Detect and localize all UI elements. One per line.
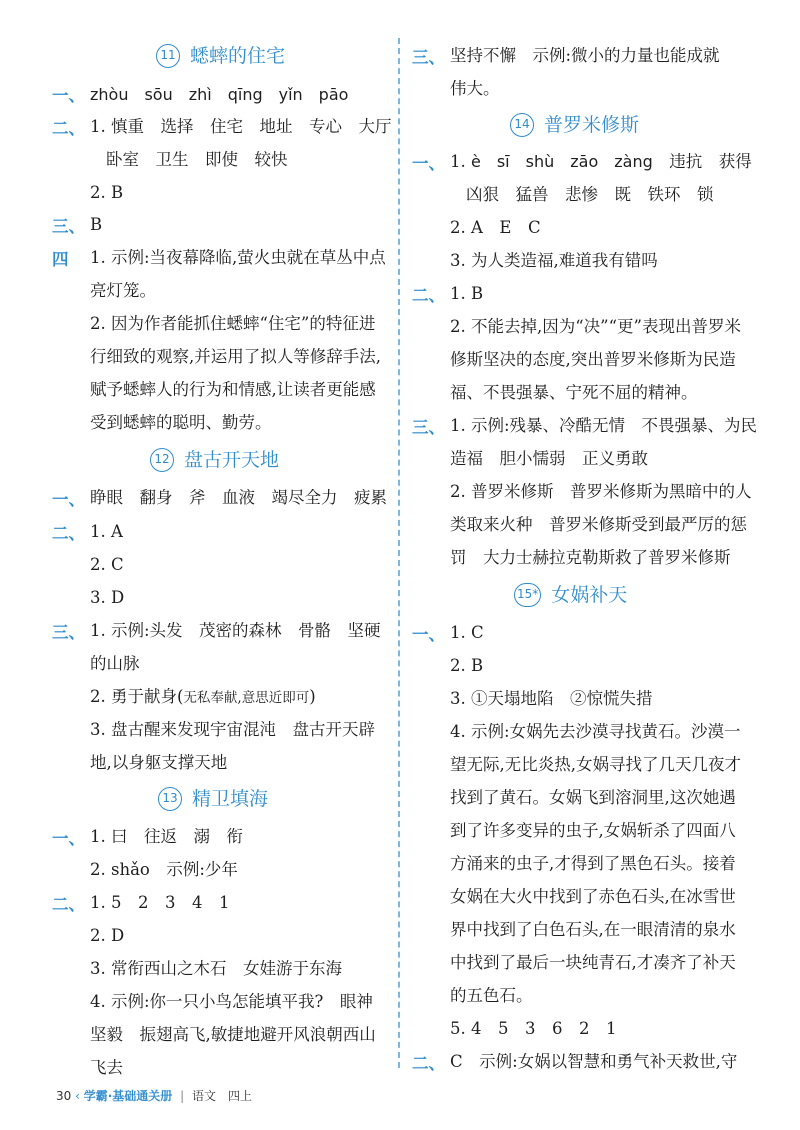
answer-line: 1. 示例:当夜幕降临,萤火虫就在草丛中点 <box>90 248 386 267</box>
answer-line: 2. 因为作者能抓住蟋蟀“住宅”的特征进 <box>90 314 376 333</box>
answer-line: 1. C <box>450 623 484 642</box>
answer-line: 3. 为人类造福,难道我有错吗 <box>450 251 658 270</box>
answer-line: 1. 慎重 选择 住宅 地址 专心 大厅 <box>90 117 392 136</box>
item-marker: 一、 <box>52 829 85 848</box>
book-brand: 学霸·基础通关册 <box>83 1089 173 1103</box>
answer-text: 违抗 获得 <box>652 152 752 171</box>
item-marker: 一、 <box>52 490 85 509</box>
answer-line: 造福 胆小懦弱 正义勇敢 <box>450 449 648 468</box>
section-12-heading <box>150 448 279 472</box>
answer-line: 中找到了最后一块纯青石,才凑齐了补天 <box>450 953 736 972</box>
section-number: 11 <box>156 44 180 68</box>
answer-line: 2. A E C <box>450 218 541 237</box>
answer-line: 3. D <box>90 588 125 607</box>
answer-line: 修斯坚决的态度,突出普罗米修斯为民造 <box>450 350 736 369</box>
answer-line: 界中找到了白色石头,在一眼清清的泉水 <box>450 920 736 939</box>
answer-line: 3. 常衔西山之木石 女娃游于东海 <box>90 959 342 978</box>
section-title: 盘古开天地 <box>184 448 280 471</box>
item-marker: 二、 <box>52 524 85 543</box>
answer-line: 1. A <box>90 522 123 541</box>
answer-text: 2. 勇于献身( <box>90 687 184 706</box>
page-footer <box>56 1090 252 1102</box>
section-number: 14 <box>510 113 534 137</box>
section-11-heading <box>156 44 285 68</box>
answer-line: 4. 示例:女娲先去沙漠寻找黄石。沙漠一 <box>450 722 741 741</box>
answer-line: C 示例:女娲以智慧和勇气补天救世,守 <box>450 1052 738 1071</box>
section-15-heading <box>514 583 627 607</box>
answer-line: 睁眼 翻身 斧 血液 竭尽全力 疲累 <box>90 488 387 507</box>
answer-line: 女娲在大火中找到了赤色石头,在冰雪世 <box>450 887 736 906</box>
answer-line: 受到蟋蟀的聪明、勤劳。 <box>90 413 272 432</box>
section-number: 15* <box>514 583 541 607</box>
answer-line: 凶狠 猛兽 悲惨 既 铁环 锁 <box>466 185 714 204</box>
answer-line <box>90 689 316 706</box>
answer-line: 找到了黄石。女娲飞到溶洞里,这次她遇 <box>450 788 736 807</box>
item-marker: 一、 <box>52 86 85 105</box>
answer-line: 亮灯笼。 <box>90 281 156 300</box>
answer-line: 卧室 卫生 即使 较快 <box>106 150 288 169</box>
answer-line <box>450 154 752 171</box>
answer-line: 行细致的观察,并运用了拟人等修辞手法, <box>90 347 381 366</box>
section-title: 普罗米修斯 <box>544 113 640 136</box>
section-number: 13 <box>158 787 182 811</box>
answer-text: 1. <box>450 152 471 171</box>
page-number: 30 <box>56 1089 72 1103</box>
item-marker: 四 <box>52 250 69 269</box>
answer-line: 2. D <box>90 926 125 945</box>
answer-line: 1. B <box>450 284 484 303</box>
answer-line: 飞去 <box>90 1058 123 1077</box>
answer-line: 1. 5 2 3 4 1 <box>90 893 230 912</box>
item-marker: 三、 <box>52 217 85 236</box>
item-marker: 二、 <box>52 119 85 138</box>
answer-line: 4. 示例:你一只小鸟怎能填平我? 眼神 <box>90 992 373 1011</box>
chevron-left-icon: ‹ <box>75 1089 80 1103</box>
section-13-heading <box>158 787 268 811</box>
answer-line: 3. ①天塌地陷 ②惊慌失措 <box>450 689 653 708</box>
answer-line: 赋予蟋蟀人的行为和情感,让读者更能感 <box>90 380 376 399</box>
answer-line: 2. B <box>90 183 124 202</box>
answer-line: 2. 普罗米修斯 普罗米修斯为黑暗中的人 <box>450 482 752 501</box>
answer-text: ) <box>309 687 316 706</box>
column-divider <box>398 38 400 1068</box>
item-marker: 一、 <box>412 625 445 644</box>
answer-line: 2. shǎo 示例:少年 <box>90 860 238 879</box>
answer-line: 方涌来的虫子,才得到了黑色石头。接着 <box>450 854 736 873</box>
section-number: 12 <box>150 448 174 472</box>
answer-line: 地,以身躯支撑天地 <box>90 753 228 772</box>
item-marker: 一、 <box>412 154 445 173</box>
item-marker: 三、 <box>52 623 85 642</box>
item-marker: 二、 <box>52 895 85 914</box>
section-14-heading <box>510 113 639 137</box>
answer-note: 无私奉献,意思近即可 <box>183 690 310 706</box>
answer-line: 2. C <box>90 555 124 574</box>
answer-line: 望无际,无比炎热,女娲寻找了几天几夜才 <box>450 755 741 774</box>
item-marker: 二、 <box>412 1054 445 1073</box>
item-marker: 二、 <box>412 286 445 305</box>
answer-line: B <box>90 215 103 234</box>
answer-line: 1. 曰 往返 溺 衔 <box>90 827 243 846</box>
answer-line: 1. 示例:残暴、冷酷无情 不畏强暴、为民 <box>450 416 758 435</box>
answer-line: 伟大。 <box>450 79 500 98</box>
answer-line: 的山脉 <box>90 654 140 673</box>
section-title: 精卫填海 <box>192 787 269 810</box>
book-subject: 语文 四上 <box>192 1089 253 1103</box>
answer-line: 2. B <box>450 656 484 675</box>
answer-line: 的五色石。 <box>450 986 533 1005</box>
answer-line: 罚 大力士赫拉克勒斯救了普罗米修斯 <box>450 548 731 567</box>
answer-line: 福、不畏强暴、宁死不屈的精神。 <box>450 383 698 402</box>
answer-pinyin: è sī shù zāo zàng <box>471 152 653 171</box>
answer-line: 坚持不懈 示例:微小的力量也能成就 <box>450 46 720 65</box>
footer-separator: | <box>180 1089 185 1103</box>
section-title: 蟋蟀的住宅 <box>190 44 286 67</box>
answer-line: zhòu sōu zhì qīng yǐn pāo <box>90 85 349 104</box>
answer-line: 类取来火种 普罗米修斯受到最严厉的惩 <box>450 515 747 534</box>
answer-line: 3. 盘古醒来发现宇宙混沌 盘古开天辟 <box>90 720 375 739</box>
section-title: 女娲补天 <box>551 583 628 606</box>
answer-line: 到了许多变异的虫子,女娲斩杀了四面八 <box>450 821 736 840</box>
item-marker: 三、 <box>412 418 445 437</box>
answer-line: 5. 4 5 3 6 2 1 <box>450 1019 617 1038</box>
item-marker: 三、 <box>412 48 445 67</box>
answer-line: 2. 不能去掉,因为“决”“更”表现出普罗米 <box>450 317 741 336</box>
answer-line: 坚毅 振翅高飞,敏捷地避开风浪朝西山 <box>90 1025 376 1044</box>
answer-line: 1. 示例:头发 茂密的森林 骨骼 坚硬 <box>90 621 381 640</box>
